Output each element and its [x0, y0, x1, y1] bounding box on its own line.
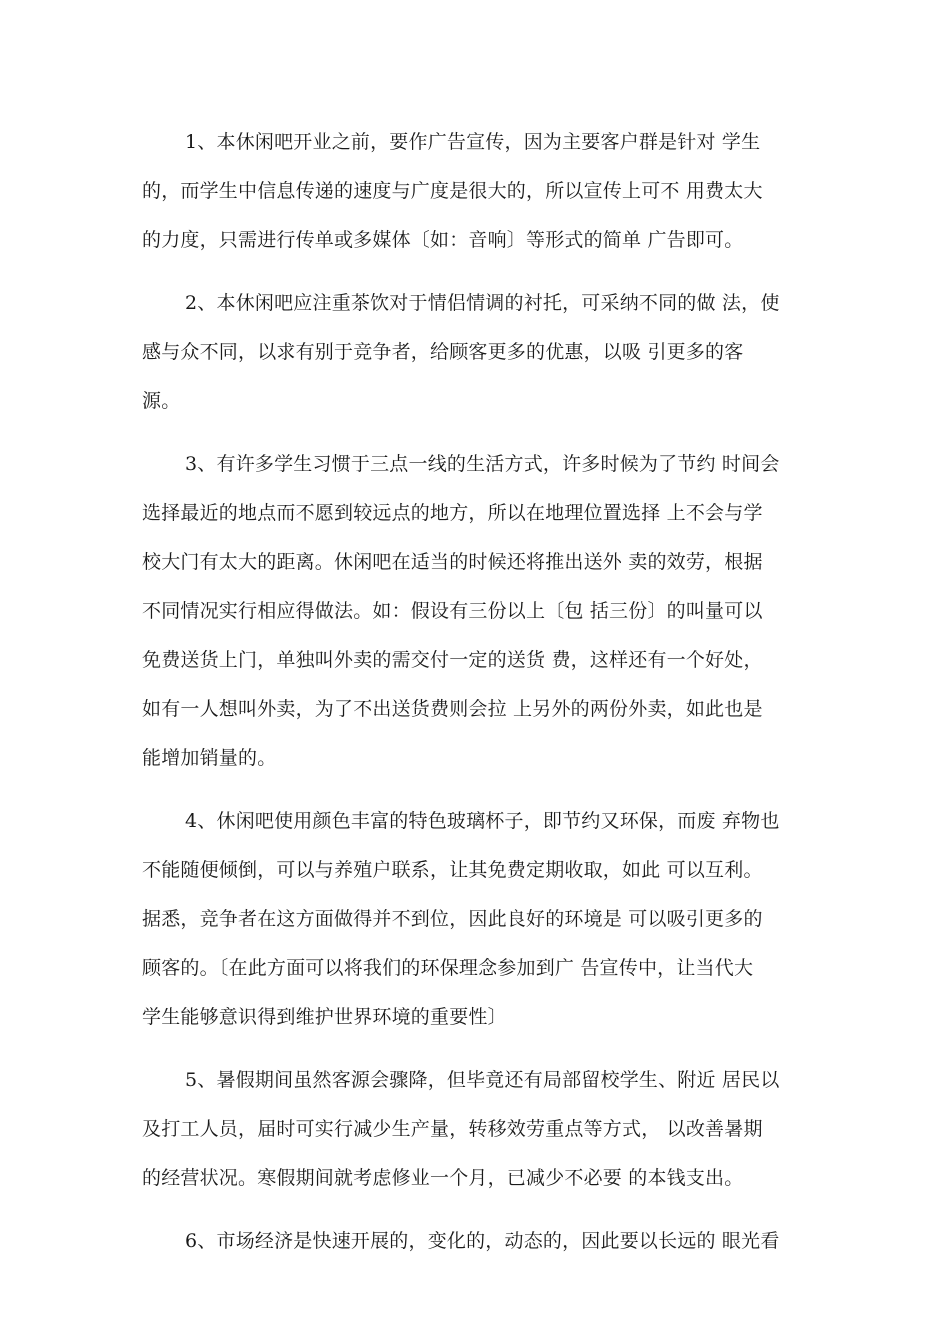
text-line: 选择最近的地点而不愿到较远点的地方，所以在地理位置选择 上不会与学	[142, 502, 763, 524]
text-line: 3、有许多学生习惯于三点一线的生活方式，许多时候为了节约 时间会	[185, 453, 780, 475]
text-line: 不同情况实行相应得做法。如：假设有三份以上〔包 括三份〕的叫量可以	[142, 600, 763, 622]
text-line: 能增加销量的。	[142, 747, 277, 769]
text-line: 如有一人想叫外卖，为了不出送货费则会拉 上另外的两份外卖，如此也是	[142, 698, 763, 720]
text-line: 4、休闲吧使用颜色丰富的特色玻璃杯子，即节约又环保，而废 弃物也	[185, 810, 780, 832]
text-line: 感与众不同，以求有别于竞争者，给顾客更多的优惠，以吸 引更多的客	[142, 341, 744, 363]
text-line: 1、本休闲吧开业之前，要作广告宣传，因为主要客户群是针对 学生	[185, 131, 761, 153]
paragraph-5	[142, 1056, 818, 1203]
paragraph-4	[142, 797, 818, 1042]
text-line: 6、市场经济是快速开展的，变化的，动态的，因此要以长远的 眼光看	[185, 1230, 780, 1252]
text-line: 2、本休闲吧应注重茶饮对于情侣情调的衬托，可采纳不同的做 法，使	[185, 292, 780, 314]
paragraph-2	[142, 279, 818, 426]
text-line: 据悉，竞争者在这方面做得并不到位，因此良好的环境是 可以吸引更多的	[142, 908, 763, 930]
text-line: 学生能够意识得到维护世界环境的重要性〕	[142, 1006, 507, 1028]
document-body	[142, 118, 818, 1280]
paragraph-1	[142, 118, 818, 265]
text-line: 校大门有太大的距离。休闲吧在适当的时候还将推出送外 卖的效劳，根据	[142, 551, 763, 573]
text-line: 的经营状况。寒假期间就考虑修业一个月，已减少不必要 的本钱支出。	[142, 1167, 744, 1189]
text-line: 不能随便倾倒，可以与养殖户联系，让其免费定期收取，如此 可以互利。	[142, 859, 763, 881]
paragraph-3	[142, 440, 818, 783]
paragraph-6	[142, 1217, 818, 1266]
text-line: 源。	[142, 390, 181, 412]
text-line: 免费送货上门，单独叫外卖的需交付一定的送货 费，这样还有一个好处，	[142, 649, 763, 671]
text-line: 及打工人员，届时可实行减少生产量，转移效劳重点等方式， 以改善暑期	[142, 1118, 763, 1140]
text-line: 的，而学生中信息传递的速度与广度是很大的，所以宣传上可不 用费太大	[142, 180, 763, 202]
text-line: 顾客的。〔在此方面可以将我们的环保理念参加到广 告宣传中，让当代大	[142, 957, 754, 979]
text-line: 5、暑假期间虽然客源会骤降，但毕竟还有局部留校学生、附近 居民以	[185, 1069, 780, 1091]
text-line: 的力度，只需进行传单或多媒体〔如：音响〕等形式的简单 广告即可。	[142, 229, 744, 251]
